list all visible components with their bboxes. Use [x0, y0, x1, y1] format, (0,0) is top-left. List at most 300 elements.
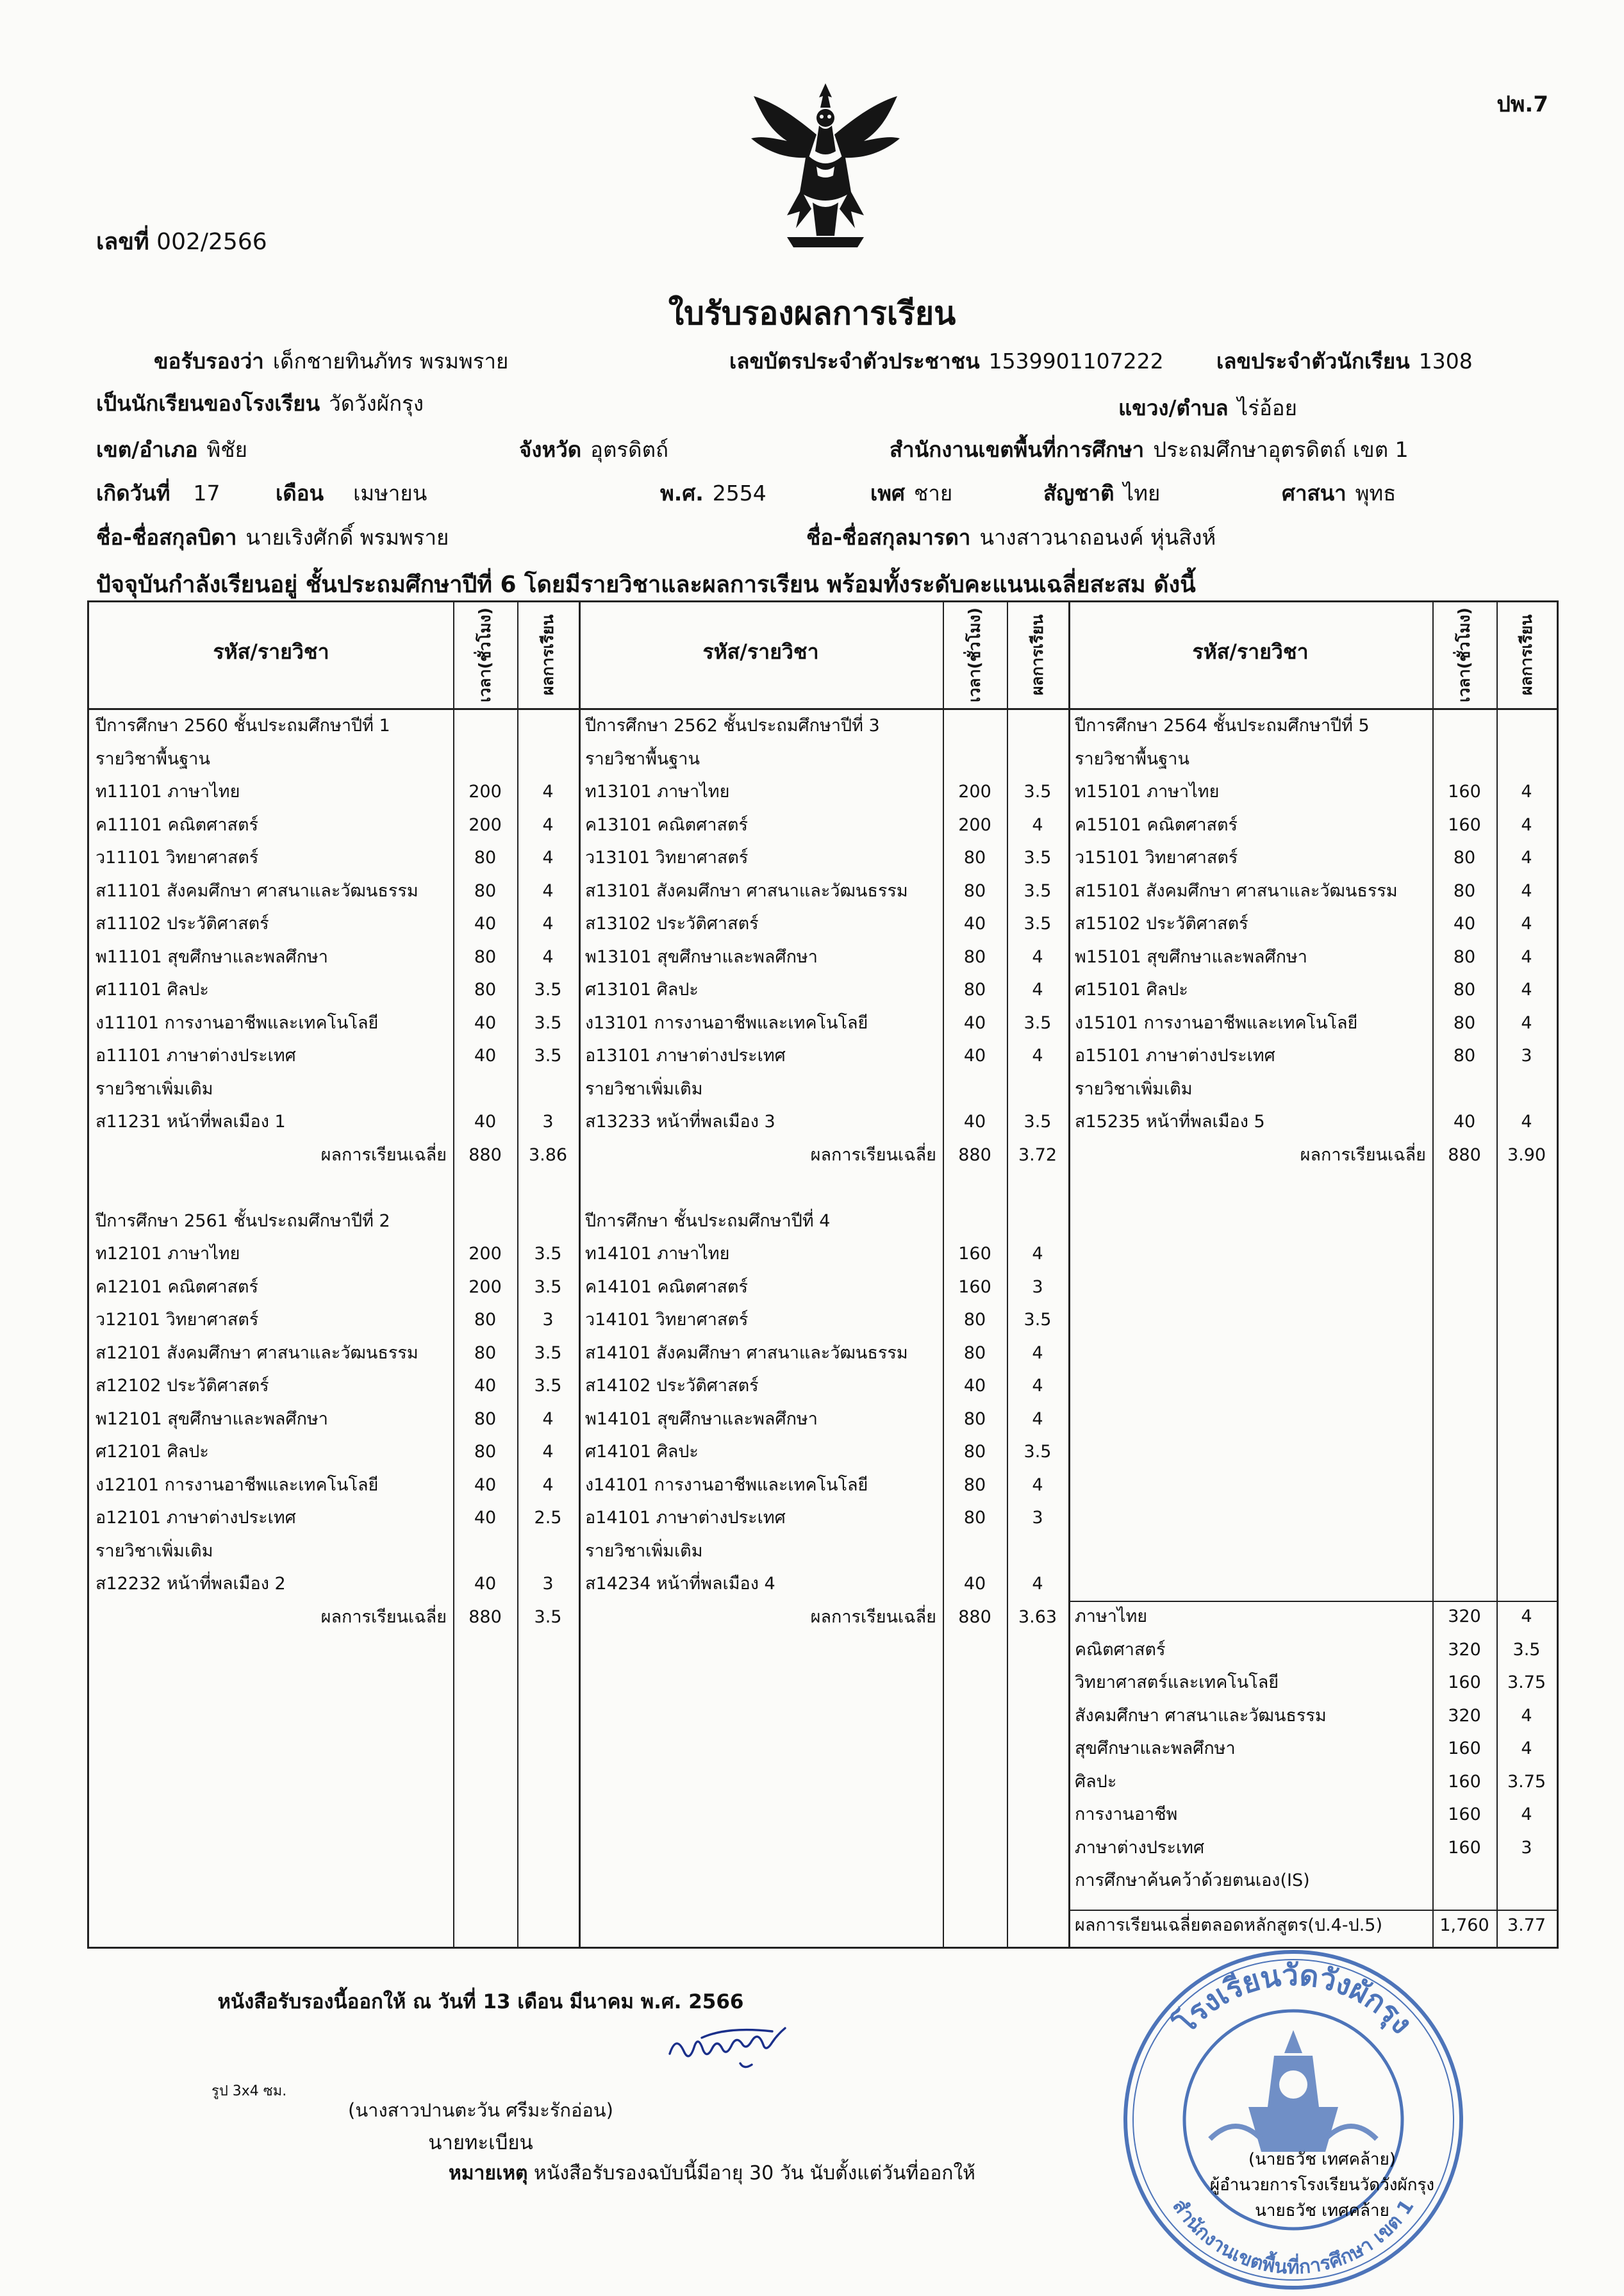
id-number: 1539901107222	[988, 349, 1164, 374]
subject-grade: 4	[1521, 946, 1532, 967]
subject-grade: 4	[1032, 980, 1043, 1000]
issue-date-line: หนังสือรับรองนี้ออกให้ ณ วันที่ 13 เดือน มีนาคม พ.ศ. 2566	[217, 1990, 744, 2013]
subject-grade: 3.5	[1023, 1310, 1052, 1330]
subject-hours: 80	[474, 1408, 497, 1429]
office-label: สำนักงานเขตพื้นที่การศึกษา	[890, 437, 1145, 462]
subject-hours: 80	[474, 848, 497, 868]
summary-grade: 3.75	[1507, 1771, 1546, 1792]
school-row	[96, 386, 424, 420]
subject-grade: 4	[1521, 914, 1532, 934]
subject-name: ส13233 หน้าที่พลเมือง 3	[585, 1112, 775, 1132]
office-row	[890, 433, 1409, 467]
nationality-row	[1043, 476, 1160, 510]
subject-name: อ12101 ภาษาต่างประเทศ	[95, 1508, 296, 1528]
subject-hours: 80	[1453, 1012, 1476, 1033]
birth-day-row	[96, 476, 220, 510]
sex-row	[870, 476, 952, 510]
block-title: ปีการศึกษา 2562 ชั้นประถมศึกษาปีที่ 3	[585, 716, 880, 736]
header-subject: รหัส/รายวิชา	[1192, 640, 1309, 664]
garuda-emblem-icon	[742, 77, 909, 251]
subject-grade: 3.5	[534, 1244, 562, 1264]
school-label: เป็นนักเรียนของโรงเรียน	[96, 391, 320, 416]
subject-grade: 3	[542, 1574, 554, 1594]
province: อุตรดิตถ์	[590, 437, 668, 462]
subject-name: ส14102 ประวัติศาสตร์	[585, 1376, 759, 1396]
subject-name: ศ12101 ศิลปะ	[95, 1442, 209, 1462]
subject-name: ว14101 วิทยาศาสตร์	[585, 1310, 749, 1330]
subject-name: พ13101 สุขศึกษาและพลศึกษา	[585, 946, 818, 967]
subject-grade: 4	[542, 1474, 554, 1495]
subject-grade: 4	[1032, 1408, 1043, 1429]
subject-grade: 2.5	[534, 1508, 562, 1528]
average-label: ผลการเรียนเฉลี่ย	[1300, 1144, 1426, 1165]
subject-hours: 160	[958, 1276, 991, 1297]
summary-subject: การศึกษาค้นคว้าด้วยตนเอง(IS)	[1075, 1871, 1310, 1890]
subject-name: ง15101 การงานอาชีพและเทคโนโลยี	[1075, 1012, 1358, 1033]
birth-day: 17	[193, 481, 220, 506]
form-code: ปพ.7	[1496, 92, 1548, 117]
summary-subject: สุขศึกษาและพลศึกษา	[1075, 1739, 1236, 1758]
summary-subject: การงานอาชีพ	[1075, 1805, 1178, 1824]
father-name: นายเริงศักดิ์ พรมพราย	[245, 525, 449, 550]
subject-grade: 4	[1032, 814, 1043, 835]
average-label: ผลการเรียนเฉลี่ย	[320, 1606, 447, 1627]
subject-grade: 4	[1032, 1376, 1043, 1396]
summary-subject: ภาษาต่างประเทศ	[1075, 1837, 1205, 1858]
nationality-label: สัญชาติ	[1043, 481, 1114, 506]
subject-name: อ11101 ภาษาต่างประเทศ	[95, 1046, 296, 1066]
subject-grade: 3.5	[1023, 1112, 1052, 1132]
subject-hours: 40	[963, 1012, 986, 1033]
subject-name: ท15101 ภาษาไทย	[1075, 782, 1220, 802]
subject-name: ค15101 คณิตศาสตร์	[1075, 814, 1238, 835]
subject-name: ส15102 ประวัติศาสตร์	[1075, 914, 1248, 934]
subject-grade: 3	[542, 1112, 554, 1132]
column-divider	[1432, 602, 1434, 1947]
block-title: ปีการศึกษา 2561 ชั้นประถมศึกษาปีที่ 2	[95, 1210, 390, 1231]
subject-name: ส13102 ประวัติศาสตร์	[585, 914, 759, 934]
subject-grade: 4	[1521, 1112, 1532, 1132]
student-no: 1308	[1418, 349, 1473, 374]
subject-name: ค14101 คณิตศาสตร์	[585, 1276, 748, 1297]
subject-hours: 40	[474, 1508, 497, 1528]
header-grade	[534, 604, 562, 706]
column-divider	[1007, 602, 1008, 1947]
summary-grade: 4	[1521, 1739, 1532, 1758]
header-hours	[1450, 604, 1479, 706]
subject-grade: 4	[1032, 1244, 1043, 1264]
block-title: ปีการศึกษา 2564 ชั้นประถมศึกษาปีที่ 5	[1075, 716, 1370, 736]
subject-grade: 3.5	[1023, 880, 1052, 901]
summary-subject: ภาษาไทย	[1075, 1606, 1148, 1626]
birth-month-row	[276, 476, 427, 510]
birth-month-label: เดือน	[276, 481, 324, 506]
subject-name: ศ14101 ศิลปะ	[585, 1442, 699, 1462]
subject-grade: 3.5	[1023, 1442, 1052, 1462]
header-subject: รหัส/รายวิชา	[213, 640, 329, 664]
subject-name: ค12101 คณิตศาสตร์	[95, 1276, 258, 1297]
certify-label: ขอรับรองว่า	[154, 349, 264, 374]
subject-grade: 3.5	[534, 1376, 562, 1396]
subject-grade: 4	[542, 914, 554, 934]
doc-number-label: เลขที่	[96, 229, 149, 255]
subject-grade: 4	[1032, 1574, 1043, 1594]
block-title: ปีการศึกษา ชั้นประถมศึกษาปีที่ 4	[585, 1210, 831, 1231]
header-grade-label: ผลการเรียน	[1028, 614, 1047, 696]
id-label: เลขบัตรประจำตัวประชาชน	[729, 349, 980, 374]
subject-name: อ14101 ภาษาต่างประเทศ	[585, 1508, 786, 1528]
subject-hours: 80	[963, 980, 986, 1000]
registrar-name: (นางสาวปานตะวัน ศรีมะรักอ่อน)	[348, 2099, 613, 2121]
school-seal	[1114, 1947, 1473, 2293]
subject-hours: 40	[963, 1112, 986, 1132]
certify-row	[154, 344, 508, 378]
header-divider	[89, 708, 1557, 710]
subject-hours: 80	[963, 1508, 986, 1528]
summary-grade: 4	[1521, 1606, 1532, 1626]
seal-inner-line-1: (นายธวัช เทศคล้าย)	[1248, 2150, 1396, 2169]
district-label: เขต/อำเภอ	[96, 437, 198, 462]
header-grade-label: ผลการเรียน	[1517, 614, 1536, 696]
subject-name: พ12101 สุขศึกษาและพลศึกษา	[95, 1408, 328, 1429]
average-hours: 880	[1448, 1144, 1481, 1165]
average-grade: 3.90	[1507, 1144, 1546, 1165]
grades-table	[87, 600, 1559, 1949]
subject-name: ส12232 หน้าที่พลเมือง 2	[95, 1574, 286, 1594]
summary-hours: 160	[1448, 1805, 1481, 1824]
father-label: ชื่อ-ชื่อสกุลบิดา	[96, 525, 237, 550]
birth-year-label: พ.ศ.	[660, 481, 704, 506]
subject-name: ส12101 สังคมศึกษา ศาสนาและวัฒนธรรม	[95, 1342, 418, 1363]
subject-grade: 4	[542, 946, 554, 967]
subject-grade: 3.5	[534, 1276, 562, 1297]
subject-grade: 4	[1032, 946, 1043, 967]
nationality: ไทย	[1123, 481, 1161, 506]
header-hours-label: เวลา(ชั่วโมง)	[1455, 607, 1474, 702]
subject-hours: 80	[1453, 1046, 1476, 1066]
summary-subject: ศิลปะ	[1075, 1771, 1117, 1792]
subdistrict-row	[1118, 391, 1297, 425]
summary-hours: 160	[1448, 1837, 1481, 1858]
subject-hours: 40	[474, 1376, 497, 1396]
summary-hours: 160	[1448, 1739, 1481, 1758]
total-grade: 3.77	[1507, 1915, 1546, 1935]
birth-year: 2554	[712, 481, 766, 506]
average-grade: 3.63	[1018, 1606, 1057, 1627]
subject-hours: 80	[1453, 946, 1476, 967]
subject-hours: 80	[963, 1474, 986, 1495]
subject-grade: 4	[1032, 1342, 1043, 1363]
subject-name: ส14234 หน้าที่พลเมือง 4	[585, 1574, 775, 1594]
summary-grade: 3	[1521, 1837, 1532, 1858]
subject-hours: 40	[963, 1376, 986, 1396]
subject-hours: 40	[474, 1474, 497, 1495]
subject-hours: 80	[963, 880, 986, 901]
summary-hours: 320	[1448, 1639, 1481, 1660]
average-hours: 880	[958, 1606, 991, 1627]
subject-grade: 3	[542, 1310, 554, 1330]
subject-hours: 40	[474, 1012, 497, 1033]
subject-grade: 3.5	[534, 980, 562, 1000]
subject-grade: 4	[1032, 1474, 1043, 1495]
subject-hours: 40	[474, 1046, 497, 1066]
school-name: วัดวังผักรุง	[329, 391, 424, 416]
summary-subject: วิทยาศาสตร์และเทคโนโลยี	[1075, 1672, 1279, 1692]
doc-number-value: 002/2566	[156, 229, 267, 255]
header-subject: รหัส/รายวิชา	[702, 640, 819, 664]
subject-grade: 3	[1521, 1046, 1532, 1066]
seal-ring-text-2: สำนักงานเขตพื้นที่การศึกษา เขต 1	[1168, 2195, 1419, 2279]
header-grade-label: ผลการเรียน	[538, 614, 558, 696]
subject-grade: 3.5	[1023, 848, 1052, 868]
province-label: จังหวัด	[519, 437, 582, 462]
subject-hours: 40	[474, 1574, 497, 1594]
subject-name: ส15235 หน้าที่พลเมือง 5	[1075, 1112, 1265, 1132]
subject-hours: 80	[963, 1408, 986, 1429]
subject-hours: 80	[474, 980, 497, 1000]
subject-name: พ11101 สุขศึกษาและพลศึกษา	[95, 946, 328, 967]
subject-grade: 3.5	[534, 1342, 562, 1363]
extra-subjects-label: รายวิชาเพิ่มเติม	[585, 1078, 703, 1099]
subject-grade: 4	[1521, 814, 1532, 835]
extra-subjects-label: รายวิชาเพิ่มเติม	[95, 1078, 213, 1099]
subject-hours: 80	[1453, 848, 1476, 868]
subject-name: ค11101 คณิตศาสตร์	[95, 814, 258, 835]
subject-name: ศ11101 ศิลปะ	[95, 980, 209, 1000]
subject-name: พ15101 สุขศึกษาและพลศึกษา	[1075, 946, 1307, 967]
header-hours	[471, 604, 499, 706]
header-hours-label: เวลา(ชั่วโมง)	[476, 607, 495, 702]
subject-name: ว15101 วิทยาศาสตร์	[1075, 848, 1238, 868]
religion-row	[1282, 476, 1396, 510]
total-hours: 1,760	[1439, 1915, 1489, 1935]
subject-grade: 4	[1521, 1012, 1532, 1033]
svg-text:โรงเรียนวัดวังผักรุง	[1167, 1958, 1420, 2041]
page-title: ใบรับรองผลการเรียน	[668, 295, 956, 332]
subject-name: ง11101 การงานอาชีพและเทคโนโลยี	[95, 1012, 379, 1033]
mother-name: นางสาวนาถอนงค์ หุ่นสิงห์	[979, 525, 1216, 550]
seal-ring-text: โรงเรียนวัดวังผักรุง	[1167, 1957, 1420, 2041]
subject-hours: 40	[474, 914, 497, 934]
subject-hours: 200	[958, 782, 991, 802]
subject-grade: 4	[542, 814, 554, 835]
mother-label: ชื่อ-ชื่อสกุลมารดา	[806, 525, 971, 550]
subject-hours: 80	[963, 1442, 986, 1462]
intro-line: ปัจจุบันกำลังเรียนอยู่ ชั้นประถมศึกษาปีที่ 6 โดยมีรายวิชาและผลการเรียน พร้อมทั้งระดับคะแนนเฉลี่ยสะสม ดังนี้	[96, 572, 1196, 598]
subdistrict: ไร่อ้อย	[1237, 395, 1297, 420]
subject-hours: 40	[1453, 1112, 1476, 1132]
subject-hours: 80	[474, 1342, 497, 1363]
subject-hours: 160	[958, 1244, 991, 1264]
subject-hours: 80	[963, 946, 986, 967]
subject-grade: 4	[542, 848, 554, 868]
district-row	[96, 433, 247, 467]
subject-grade: 4	[542, 1408, 554, 1429]
subject-grade: 3.5	[534, 1012, 562, 1033]
extra-subjects-label: รายวิชาเพิ่มเติม	[95, 1540, 213, 1561]
header-grade	[1023, 604, 1052, 706]
subject-name: ว12101 วิทยาศาสตร์	[95, 1310, 259, 1330]
total-label: ผลการเรียนเฉลี่ยตลอดหลักสูตร(ป.4-ป.5)	[1075, 1915, 1383, 1935]
subject-name: ง14101 การงานอาชีพและเทคโนโลยี	[585, 1474, 868, 1495]
subject-hours: 160	[1448, 782, 1481, 802]
column-divider	[517, 602, 518, 1947]
subject-name: ส13101 สังคมศึกษา ศาสนาและวัฒนธรรม	[585, 880, 908, 901]
birth-month: เมษายน	[353, 481, 427, 506]
subject-hours: 40	[474, 1112, 497, 1132]
average-label: ผลการเรียนเฉลี่ย	[810, 1144, 936, 1165]
subject-name: พ14101 สุขศึกษาและพลศึกษา	[585, 1408, 818, 1429]
remark	[449, 2158, 975, 2188]
subject-name: ท12101 ภาษาไทย	[95, 1244, 240, 1264]
subject-name: ท11101 ภาษาไทย	[95, 782, 240, 802]
district: พิชัย	[206, 437, 248, 462]
subject-hours: 80	[963, 848, 986, 868]
subject-hours: 80	[1453, 980, 1476, 1000]
summary-subject: คณิตศาสตร์	[1075, 1639, 1166, 1660]
subject-name: ส14101 สังคมศึกษา ศาสนาและวัฒนธรรม	[585, 1342, 908, 1363]
remark-text: หนังสือรับรองฉบับนี้มีอายุ 30 วัน นับตั้งแต่วันที่ออกให้	[534, 2162, 975, 2185]
subject-hours: 200	[958, 814, 991, 835]
subject-name: ส12102 ประวัติศาสตร์	[95, 1376, 269, 1396]
subject-hours: 40	[963, 1574, 986, 1594]
summary-grade: 3.5	[1512, 1639, 1541, 1660]
basic-subjects-label: รายวิชาพื้นฐาน	[585, 748, 700, 769]
average-hours: 880	[958, 1144, 991, 1165]
subject-name: ท13101 ภาษาไทย	[585, 782, 730, 802]
subject-hours: 80	[474, 946, 497, 967]
subject-grade: 4	[1521, 880, 1532, 901]
subject-name: ส11102 ประวัติศาสตร์	[95, 914, 269, 934]
subject-grade: 3	[1032, 1276, 1043, 1297]
summary-hours: 320	[1448, 1606, 1481, 1626]
subject-grade: 3.5	[1023, 782, 1052, 802]
summary-hours: 160	[1448, 1672, 1481, 1692]
column-divider	[453, 602, 454, 1947]
extra-subjects-label: รายวิชาเพิ่มเติม	[1075, 1078, 1193, 1099]
student-name: เด็กชายทินภัทร พรมพราย	[272, 349, 509, 374]
subject-name: ศ15101 ศิลปะ	[1075, 980, 1188, 1000]
religion: พุทธ	[1355, 481, 1396, 506]
subject-grade: 4	[542, 782, 554, 802]
subject-grade: 4	[1521, 980, 1532, 1000]
average-hours: 880	[468, 1606, 502, 1627]
subject-name: ส11101 สังคมศึกษา ศาสนาและวัฒนธรรม	[95, 880, 418, 901]
father-row	[96, 520, 449, 554]
subject-name: ว11101 วิทยาศาสตร์	[95, 848, 259, 868]
subject-name: ง13101 การงานอาชีพและเทคโนโลยี	[585, 1012, 868, 1033]
subject-name: ค13101 คณิตศาสตร์	[585, 814, 748, 835]
summary-subject: สังคมศึกษา ศาสนาและวัฒนธรรม	[1075, 1705, 1327, 1726]
religion-label: ศาสนา	[1282, 481, 1346, 506]
subject-hours: 160	[1448, 814, 1481, 835]
subject-grade: 4	[1032, 1046, 1043, 1066]
subject-hours: 80	[963, 1310, 986, 1330]
subject-name: ว13101 วิทยาศาสตร์	[585, 848, 749, 868]
subject-hours: 200	[468, 782, 502, 802]
summary-grade: 3.75	[1507, 1672, 1546, 1692]
subject-name: ง12101 การงานอาชีพและเทคโนโลยี	[95, 1474, 379, 1495]
id-row	[729, 344, 1164, 378]
average-grade: 3.72	[1018, 1144, 1057, 1165]
header-hours-label: เวลา(ชั่วโมง)	[965, 607, 984, 702]
header-grade	[1512, 604, 1541, 706]
subject-hours: 40	[963, 1046, 986, 1066]
sex: ชาย	[913, 481, 953, 506]
subject-hours: 80	[474, 880, 497, 901]
average-grade: 3.86	[528, 1144, 568, 1165]
seal-inner-line-3: นายธวัช เทศคล้าย	[1255, 2201, 1389, 2220]
doc-number	[96, 223, 267, 260]
subject-grade: 4	[1521, 782, 1532, 802]
subject-grade: 4	[542, 880, 554, 901]
column-divider	[1496, 602, 1498, 1947]
average-label: ผลการเรียนเฉลี่ย	[810, 1606, 936, 1627]
block-title: ปีการศึกษา 2560 ชั้นประถมศึกษาปีที่ 1	[95, 716, 390, 736]
subject-name: อ15101 ภาษาต่างประเทศ	[1075, 1046, 1275, 1066]
subject-name: ส15101 สังคมศึกษา ศาสนาและวัฒนธรรม	[1075, 880, 1398, 901]
sex-label: เพศ	[870, 481, 905, 506]
signature	[663, 2019, 817, 2076]
subject-hours: 80	[474, 1442, 497, 1462]
subject-grade: 3	[1032, 1508, 1043, 1528]
subject-name: ส11231 หน้าที่พลเมือง 1	[95, 1112, 286, 1132]
subject-hours: 200	[468, 1244, 502, 1264]
seal-inner-line-2: ผู้อำนวยการโรงเรียนวัดวังผักรุง	[1209, 2176, 1435, 2195]
office: ประถมศึกษาอุตรดิตถ์ เขต 1	[1153, 437, 1409, 462]
summary-hours: 160	[1448, 1771, 1481, 1792]
subject-hours: 40	[963, 914, 986, 934]
photo-note: รูป 3x4 ซม.	[211, 2083, 287, 2099]
summary-divider	[1068, 1601, 1557, 1602]
summary-grade: 4	[1521, 1705, 1532, 1726]
subject-grade: 3.5	[1023, 914, 1052, 934]
column-divider	[943, 602, 944, 1947]
registrar-position: นายทะเบียน	[428, 2131, 533, 2154]
header-hours	[961, 604, 989, 706]
subject-name: อ13101 ภาษาต่างประเทศ	[585, 1046, 786, 1066]
extra-subjects-label: รายวิชาเพิ่มเติม	[585, 1540, 703, 1561]
subject-hours: 200	[468, 814, 502, 835]
subject-hours: 200	[468, 1276, 502, 1297]
subject-grade: 3.5	[1023, 1012, 1052, 1033]
column-divider	[579, 602, 581, 1947]
column-divider	[1068, 602, 1070, 1947]
birth-day-label: เกิดวันที่	[96, 481, 170, 506]
remark-label: หมายเหตุ	[449, 2162, 528, 2185]
student-no-label: เลขประจำตัวนักเรียน	[1216, 349, 1410, 374]
subject-name: ท14101 ภาษาไทย	[585, 1244, 730, 1264]
summary-hours: 320	[1448, 1705, 1481, 1726]
basic-subjects-label: รายวิชาพื้นฐาน	[1075, 748, 1189, 769]
subject-grade: 3.5	[534, 1046, 562, 1066]
subject-hours: 80	[474, 1310, 497, 1330]
subject-name: ศ13101 ศิลปะ	[585, 980, 699, 1000]
subject-hours: 80	[1453, 880, 1476, 901]
average-label: ผลการเรียนเฉลี่ย	[320, 1144, 447, 1165]
average-grade: 3.5	[534, 1606, 562, 1627]
province-row	[519, 433, 668, 467]
basic-subjects-label: รายวิชาพื้นฐาน	[95, 748, 210, 769]
summary-grade: 4	[1521, 1805, 1532, 1824]
mother-row	[806, 520, 1216, 554]
birth-year-row	[660, 476, 766, 510]
total-divider	[1068, 1910, 1557, 1911]
subject-hours: 80	[963, 1342, 986, 1363]
subdistrict-label: แขวง/ตำบล	[1118, 395, 1229, 420]
subject-hours: 40	[1453, 914, 1476, 934]
subject-grade: 4	[542, 1442, 554, 1462]
